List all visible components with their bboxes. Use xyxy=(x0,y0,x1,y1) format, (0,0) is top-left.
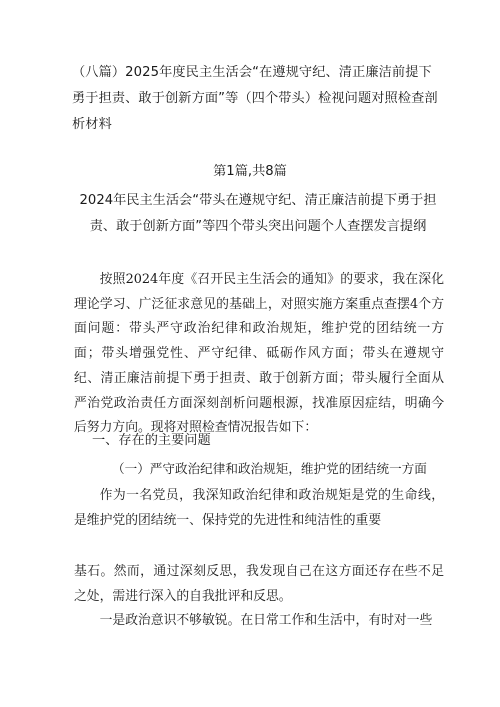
body-paragraph: 作为一名党员，我深知政治纪律和政治规矩是党的生命线，是维护党的团结统一、保持党的先进性和纯洁性的重要 xyxy=(74,488,444,528)
part-label: 第1篇,共8篇 xyxy=(213,164,287,179)
subsection-heading: （一）严守政治纪律和政治规矩，维护党的团结统一方面 xyxy=(112,461,427,476)
body-paragraph: 一是政治意识不够敏锐。在日常工作和生活中，有时对一些 xyxy=(99,613,433,628)
section-heading: 一、存在的主要问题 xyxy=(92,433,211,448)
intro-paragraph: 按照2024年度《召开民主生活会的通知》的要求，我在深化理论学习、广泛征求意见的基础上，对照实施方案重点查摆4个方面问题：带头严守政治纪律和政治规矩，维护党的团结统一方面；带头增强党性、严守纪律、砥砺作风方面；带头在遵规守纪、清正廉洁前提下勇于担责、敢于创新方面；带头履行全面从严治党政治责任方面深刻剖析问题根源，找准原因症结，明确今后努力方向。现将对照检查情况报告如下： xyxy=(74,272,444,436)
body-paragraph: 基石。然而，通过深刻反思，我发现自己在这方面还存在些不足之处，需进行深入的自我批评和反思。 xyxy=(74,564,444,604)
document-sub-title: 2024年民主生活会“带头在遵规守纪、清正廉洁前提下勇于担责、敢于创新方面”等四个带头突出问题个人查摆发言提纲 xyxy=(79,193,437,234)
document-main-title: （八篇）2025年度民主生活会“在遵规守纪、清正廉洁前提下勇于担责、敢于创新方面”等（四个带头）检视问题对照检查剖析材料 xyxy=(72,65,438,132)
